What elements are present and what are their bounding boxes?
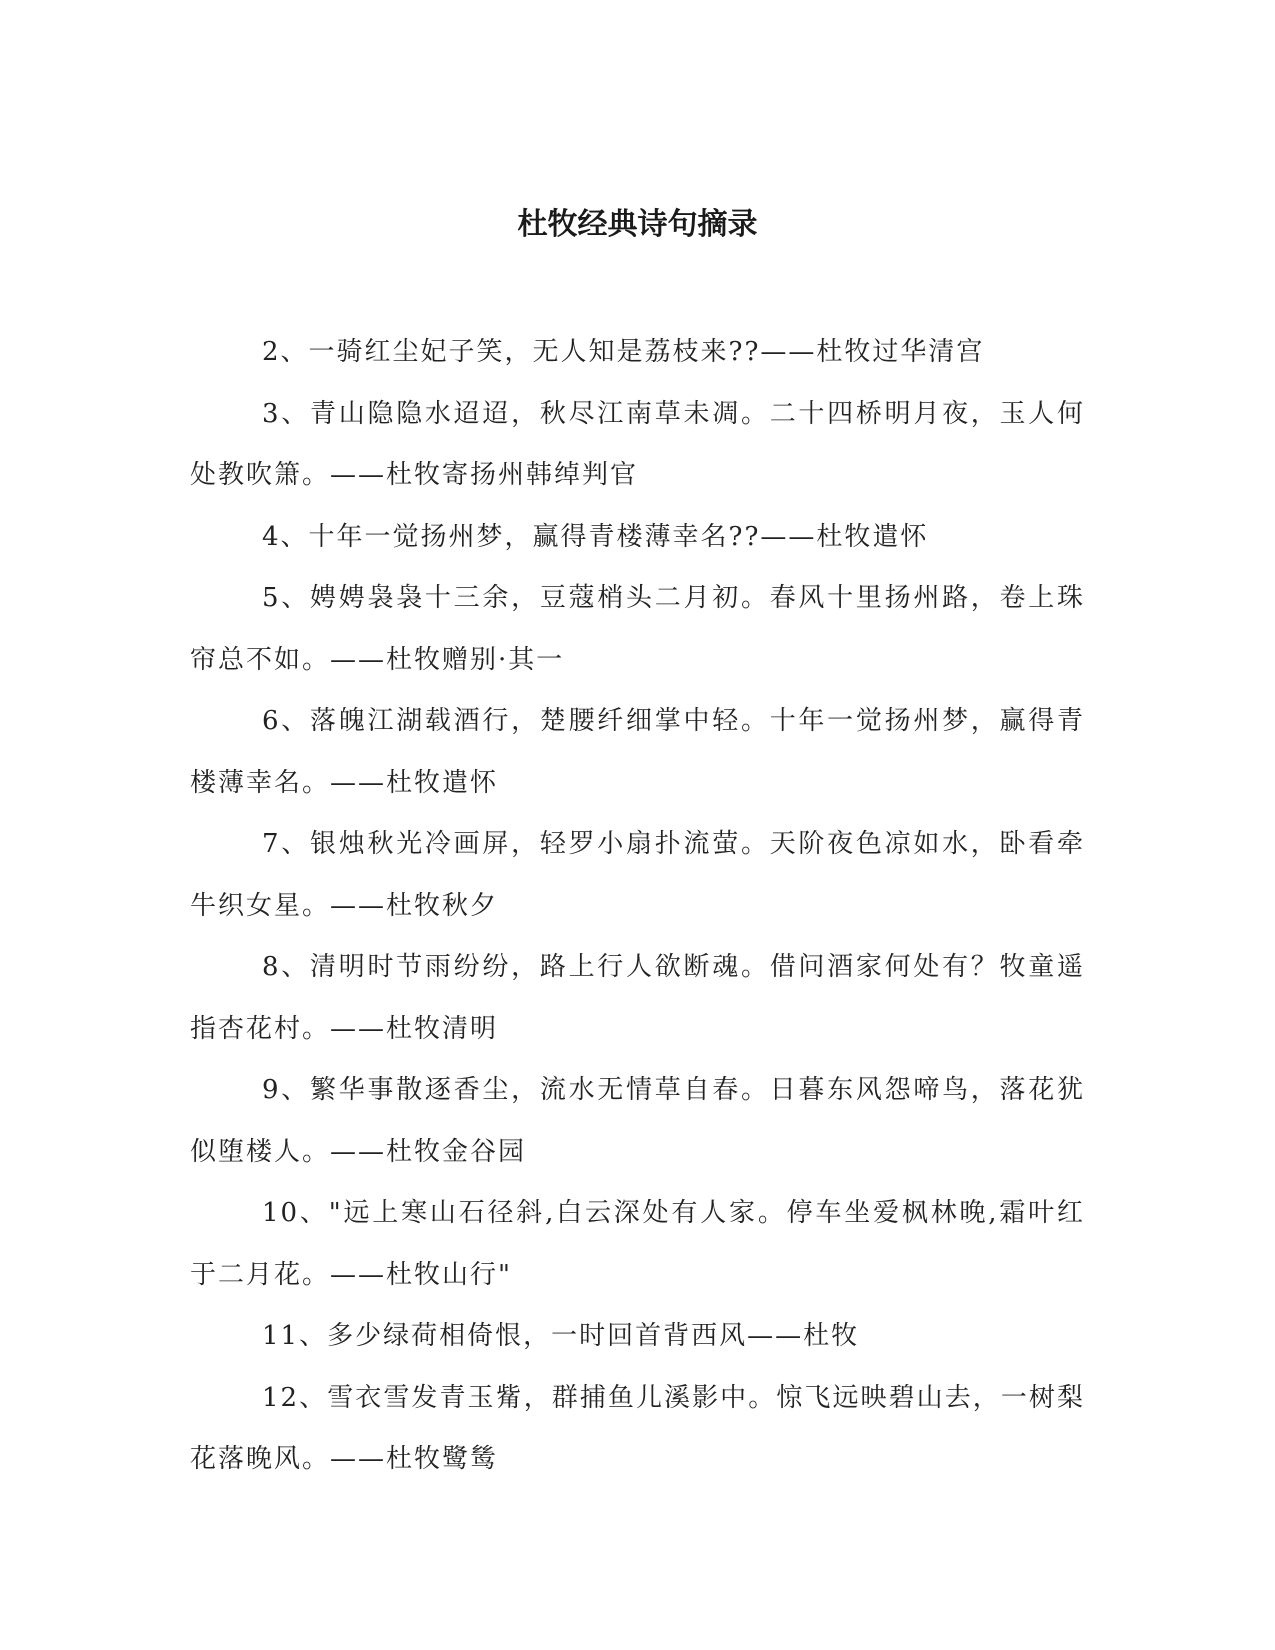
document-title: 杜牧经典诗句摘录 (517, 207, 758, 242)
poem-entry: 5、娉娉袅袅十三余，豆蔻梢头二月初。春风十里扬州路，卷上珠帘总不如。——杜牧赠别·其一 (190, 583, 1085, 675)
poem-entry: 7、银烛秋光冷画屏，轻罗小扇扑流萤。天阶夜色凉如水，卧看牵牛织女星。——杜牧秋夕 (190, 829, 1085, 921)
poem-entry: 8、清明时节雨纷纷，路上行人欲断魂。借问酒家何处有？牧童遥指杏花村。——杜牧清明 (190, 952, 1085, 1044)
poem-entry: 2、一骑红尘妃子笑，无人知是荔枝来??——杜牧过华清宫 (262, 337, 985, 367)
poem-entry: 10、"远上寒山石径斜,白云深处有人家。停车坐爱枫林晚,霜叶红于二月花。——杜牧山行" (190, 1198, 1085, 1290)
poem-entry: 12、雪衣雪发青玉觜，群捕鱼儿溪影中。惊飞远映碧山去，一树梨花落晚风。——杜牧鹭鸶 (190, 1382, 1085, 1474)
poem-entry: 6、落魄江湖载酒行，楚腰纤细掌中轻。十年一觉扬州梦，赢得青楼薄幸名。——杜牧遣怀 (190, 706, 1085, 798)
poem-entry: 3、青山隐隐水迢迢，秋尽江南草未凋。二十四桥明月夜，玉人何处教吹箫。——杜牧寄扬州韩绰判官 (190, 398, 1085, 490)
poem-list (190, 322, 1085, 1491)
poem-entry: 4、十年一觉扬州梦，赢得青楼薄幸名??——杜牧遣怀 (262, 521, 929, 552)
poem-entry: 11、多少绿荷相倚恨，一时回首背西风——杜牧 (262, 1321, 860, 1351)
poem-entry: 9、繁华事散逐香尘，流水无情草自春。日暮东风怨啼鸟，落花犹似堕楼人。——杜牧金谷园 (190, 1075, 1085, 1167)
